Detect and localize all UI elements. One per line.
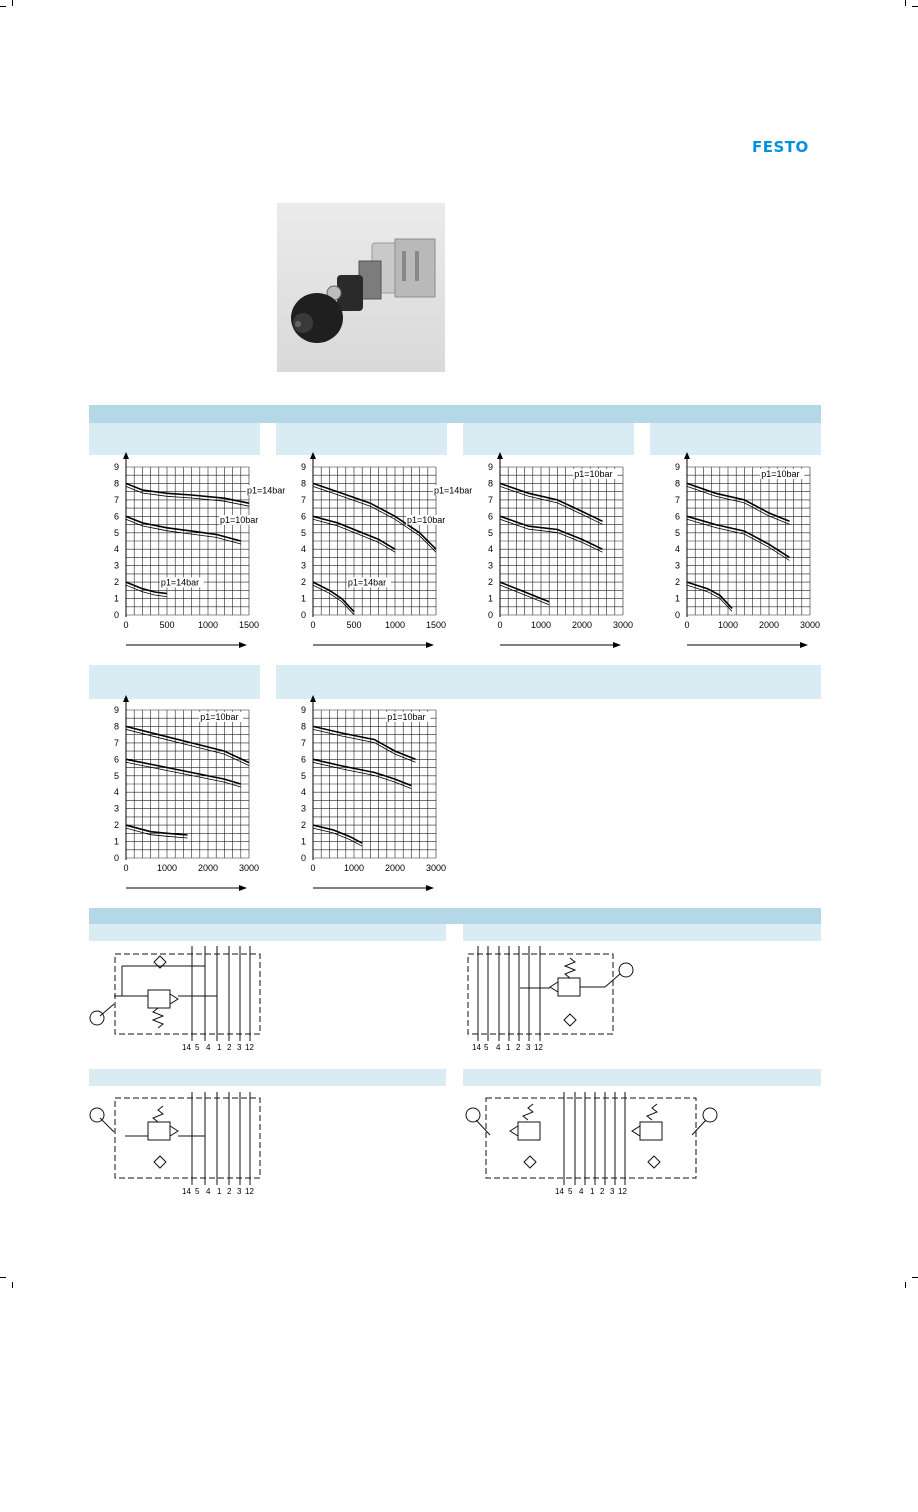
x-tick-label: 0 [310, 863, 316, 873]
pressure-annotation: p1=10bar [200, 711, 239, 722]
x-tick-label: 1000 [530, 620, 552, 630]
y-tick-label: 5 [488, 527, 494, 538]
crop-mark [0, 1277, 6, 1278]
y-tick-label: 2 [114, 577, 120, 588]
series-line-hysteresis [313, 729, 416, 762]
y-tick-label: 6 [114, 754, 120, 765]
crop-mark [12, 1282, 13, 1288]
y-tick-label: 3 [114, 560, 120, 571]
series-line-hysteresis [126, 486, 249, 506]
diagram-header [89, 924, 446, 941]
port-label: 3 [237, 1187, 242, 1196]
y-tick-label: 8 [675, 478, 681, 489]
y-tick-label: 8 [301, 721, 307, 732]
port-label: 2 [516, 1043, 521, 1052]
pressure-annotation: p1=14bar [160, 577, 200, 588]
x-tick-label: 3000 [612, 620, 634, 630]
x-tick-label: 2000 [384, 863, 406, 873]
y-tick-label: 6 [675, 511, 681, 522]
flow-chart [276, 698, 448, 898]
pressure-annotation: p1=10bar [761, 468, 800, 479]
y-tick-label: 9 [488, 462, 494, 472]
pressure-annotation: p1=10bar [574, 468, 613, 479]
y-tick-label: 6 [301, 754, 307, 765]
flow-chart [463, 455, 635, 655]
diagram-header [89, 1069, 446, 1086]
x-tick-label: 1000 [384, 620, 406, 630]
section-band [89, 405, 821, 423]
chart-header [650, 423, 821, 455]
crop-mark [912, 6, 918, 7]
product-photo [277, 203, 445, 372]
port-label: 14 [182, 1043, 191, 1052]
port-label: 5 [484, 1043, 489, 1052]
y-tick-label: 3 [114, 803, 120, 814]
chart-header [276, 665, 821, 699]
y-tick-label: 3 [301, 560, 307, 571]
y-tick-label: 4 [675, 544, 681, 555]
y-tick-label: 0 [114, 853, 120, 863]
y-tick-label: 1 [301, 593, 307, 604]
chart-header [463, 423, 634, 455]
pressure-regulator-product-photo-icon [277, 203, 445, 372]
y-tick-label: 5 [301, 770, 307, 781]
x-tick-label: 3000 [238, 863, 260, 873]
port-label: 5 [568, 1187, 573, 1196]
x-tick-label: 0 [123, 863, 129, 873]
crop-mark [912, 1277, 918, 1278]
y-tick-label: 7 [301, 494, 307, 505]
y-tick-label: 6 [488, 511, 494, 522]
crop-mark [0, 6, 6, 7]
x-tick-label: 0 [310, 620, 316, 630]
circuit-diagram [460, 1090, 730, 1205]
y-tick-label: 5 [675, 527, 681, 538]
port-label: 5 [195, 1187, 200, 1196]
series-line-hysteresis [500, 519, 603, 552]
y-tick-label: 7 [114, 494, 120, 505]
y-tick-label: 9 [675, 462, 681, 472]
y-tick-label: 5 [301, 527, 307, 538]
port-label: 3 [610, 1187, 615, 1196]
x-tick-label: 3000 [425, 863, 447, 873]
crop-mark [905, 0, 906, 6]
pressure-annotation: p1=10bar [387, 711, 426, 722]
x-tick-label: 1000 [717, 620, 739, 630]
crop-mark [12, 0, 13, 6]
x-axis-arrow [426, 885, 434, 891]
chart-header [89, 423, 260, 455]
x-tick-label: 500 [159, 620, 175, 630]
y-tick-label: 3 [488, 560, 494, 571]
y-tick-label: 2 [114, 820, 120, 831]
x-tick-label: 1500 [238, 620, 260, 630]
port-label: 14 [182, 1187, 191, 1196]
x-tick-label: 0 [497, 620, 503, 630]
x-tick-label: 2000 [571, 620, 593, 630]
y-tick-label: 0 [675, 610, 681, 620]
y-tick-label: 0 [301, 610, 307, 620]
port-label: 4 [496, 1043, 501, 1052]
y-tick-label: 6 [114, 511, 120, 522]
y-tick-label: 8 [301, 478, 307, 489]
y-tick-label: 1 [114, 593, 120, 604]
port-label: 4 [579, 1187, 584, 1196]
port-label: 3 [237, 1043, 242, 1052]
y-tick-label: 3 [301, 803, 307, 814]
x-tick-label: 1000 [343, 863, 365, 873]
y-tick-label: 8 [114, 478, 120, 489]
y-tick-label: 8 [114, 721, 120, 732]
y-tick-label: 2 [301, 577, 307, 588]
x-axis-arrow [613, 642, 621, 648]
y-tick-label: 4 [488, 544, 494, 555]
crop-mark [905, 1282, 906, 1288]
y-tick-label: 5 [114, 527, 120, 538]
x-tick-label: 3000 [799, 620, 821, 630]
port-label: 2 [227, 1043, 232, 1052]
x-axis-arrow [426, 642, 434, 648]
y-tick-label: 7 [488, 494, 494, 505]
y-tick-label: 7 [675, 494, 681, 505]
flow-chart [89, 698, 261, 898]
y-tick-label: 4 [114, 787, 120, 798]
pressure-annotation: p1=10bar [219, 514, 259, 525]
port-label: 14 [472, 1043, 481, 1052]
port-label: 3 [526, 1043, 531, 1052]
y-tick-label: 9 [301, 462, 307, 472]
flow-chart [276, 455, 473, 655]
y-tick-label: 2 [675, 577, 681, 588]
flow-chart [89, 455, 286, 655]
y-tick-label: 9 [114, 462, 120, 472]
pressure-annotation: p1=14bar [247, 485, 286, 496]
port-label: 12 [245, 1187, 254, 1196]
port-label: 14 [555, 1187, 564, 1196]
festo-logo: FESTO [752, 138, 809, 156]
port-label: 12 [618, 1187, 627, 1196]
y-tick-label: 1 [488, 593, 494, 604]
section-band [89, 908, 821, 924]
series-line [687, 516, 790, 557]
x-tick-label: 0 [684, 620, 690, 630]
x-tick-label: 1000 [156, 863, 178, 873]
y-tick-label: 4 [301, 544, 307, 555]
chart-header [276, 423, 447, 455]
port-label: 1 [217, 1187, 222, 1196]
y-tick-label: 0 [488, 610, 494, 620]
port-label: 4 [206, 1187, 211, 1196]
y-tick-label: 4 [114, 544, 120, 555]
y-tick-label: 9 [301, 705, 307, 715]
port-label: 2 [227, 1187, 232, 1196]
circuit-diagram [80, 944, 270, 1059]
x-tick-label: 2000 [758, 620, 780, 630]
port-label: 2 [600, 1187, 605, 1196]
series-line-hysteresis [313, 585, 354, 615]
y-tick-label: 1 [675, 593, 681, 604]
series-line-hysteresis [500, 486, 603, 524]
y-tick-label: 6 [301, 511, 307, 522]
port-label: 4 [206, 1043, 211, 1052]
y-tick-label: 0 [114, 610, 120, 620]
port-label: 5 [195, 1043, 200, 1052]
x-tick-label: 2000 [197, 863, 219, 873]
x-tick-label: 0 [123, 620, 129, 630]
y-tick-label: 7 [114, 737, 120, 748]
series-line [687, 483, 790, 521]
y-tick-label: 1 [301, 836, 307, 847]
y-tick-label: 3 [675, 560, 681, 571]
circuit-diagram [80, 1090, 270, 1205]
chart-header [89, 665, 260, 699]
port-label: 1 [590, 1187, 595, 1196]
diagram-header [463, 1069, 821, 1086]
x-tick-label: 500 [346, 620, 362, 630]
x-tick-label: 1000 [197, 620, 219, 630]
y-tick-label: 8 [488, 478, 494, 489]
port-label: 12 [534, 1043, 543, 1052]
x-tick-label: 1500 [425, 620, 447, 630]
y-tick-label: 2 [301, 820, 307, 831]
series-line-hysteresis [687, 486, 790, 524]
x-axis-arrow [239, 642, 247, 648]
pressure-annotation: p1=10bar [406, 514, 446, 525]
y-tick-label: 4 [301, 787, 307, 798]
series-line [500, 483, 603, 521]
y-tick-label: 9 [114, 705, 120, 715]
flow-chart [650, 455, 822, 655]
y-tick-label: 2 [488, 577, 494, 588]
diagram-header [463, 924, 821, 941]
x-axis-arrow [239, 885, 247, 891]
y-tick-label: 5 [114, 770, 120, 781]
x-axis-arrow [800, 642, 808, 648]
port-label: 12 [245, 1043, 254, 1052]
circuit-diagram [460, 944, 650, 1059]
y-tick-label: 0 [301, 853, 307, 863]
pressure-annotation: p1=14bar [434, 485, 473, 496]
pressure-annotation: p1=14bar [347, 577, 387, 588]
port-label: 1 [506, 1043, 511, 1052]
port-label: 1 [217, 1043, 222, 1052]
y-tick-label: 1 [114, 836, 120, 847]
series-line-hysteresis [687, 519, 790, 560]
y-tick-label: 7 [301, 737, 307, 748]
